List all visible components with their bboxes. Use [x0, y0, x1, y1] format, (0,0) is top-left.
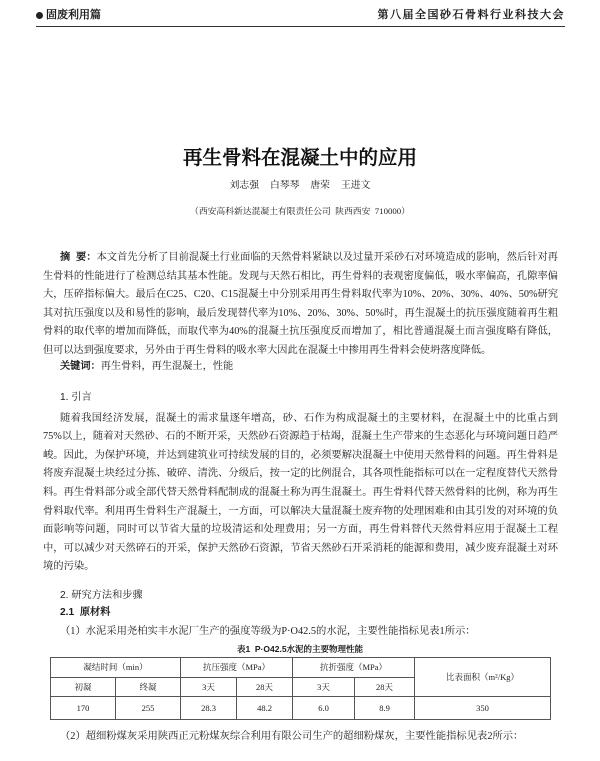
keywords-label: 关键词：: [60, 360, 101, 372]
keywords: [60, 358, 558, 377]
author-name: 刘志强: [229, 180, 259, 191]
header-rule: [36, 26, 565, 27]
paper-title: 再生骨料在混凝土中的应用: [182, 147, 417, 169]
bullet-icon: [36, 12, 43, 19]
cement-properties-table: [50, 657, 551, 720]
table-header-compressive-strength: 抗压强度（MPa）: [181, 658, 293, 678]
affiliation: （西安高科新达混凝土有限责任公司 陕西西安 710000）: [190, 206, 410, 216]
table-header-setting-time: 凝结时间（min）: [51, 658, 181, 678]
table-cell: 350: [415, 697, 551, 720]
abstract-text: 本文首先分析了目前混凝土行业面临的天然骨料紧缺以及过量开采砂石对环境造成的影响，然后针对再生骨料的性能进行了检测总结其基本性能。发现与天然石相比，再生骨料的表观密度偏低，吸水率偏高，孔隙率偏大，压碎指标偏大。最后在C25、C20、C15混凝土中分别采用再生骨料取代率为10%、20%、30%、40%、50%研究其对抗压强度以及和易性的影响，最后发现替代率为10%、20%、30%、50%时，再生混凝土的抗压强度随着再生粗骨料的取代率的增加而降低，而取代率为40%的混凝土抗压强度反而增加了，相比普通混凝土而言强度略有降低，但可以达到强度要求，另外由于再生骨料的吸水率大因此在混凝土中掺用再生骨料会使坍落度降低。: [43, 252, 558, 356]
material-item-fly-ash: （2）超细粉煤灰采用陕西正元粉煤灰综合利用有限公司生产的超细粉煤灰，主要性能指标见表2所示：: [60, 731, 524, 742]
intro-paragraph: 随着我国经济发展，混凝土的需求量逐年增高，砂、石作为构成混凝土的主要材料，在混凝土中的比重占到75%以上，随着对天然砂、石的不断开采，天然砂石资源趋于枯竭，混凝土生产带来的生态恶化与环境问题日趋严峻。因此，为保护环境，并达到建筑业可持续发展的目的，必须要解决混凝土中使用天然骨料的问题。再生骨料是将废弃混凝土块经过分拣、破碎、清洗、分级后，按一定的比例混合，其各项性能指标可以在一定程度替代天然骨料。再生骨料部分或全部代替天然骨料配制成的混凝土称为再生混凝土。再生骨料代替天然骨料的比例，称为再生骨料取代率。利用再生骨料生产混凝土，一方面，可以解决大量混凝土废弃物的处理困难和由其引发的对环境的负面影响等问题，同时可以节省大量的垃圾清运和处理费用；另一方面，再生骨料替代天然骨料应用于混凝土工程中，可以减少对天然碎石的开采，保护天然砂石资源，节省天然砂石开采消耗的能源和费用，减少废弃混凝土对环境的污染。: [43, 412, 558, 573]
table-cell: 28.3: [181, 697, 237, 720]
section-label: 固废利用篇: [46, 9, 101, 21]
section-heading-methods: 2. 研究方法和步骤: [60, 590, 143, 601]
table-cell: 6.0: [293, 697, 355, 720]
material-item-cement: （1）水泥采用尧柏实丰水泥厂生产的强度等级为P·O42.5的水泥，主要性能指标见表1所示：: [60, 626, 476, 637]
table-cell: 255: [116, 697, 181, 720]
running-header-left: [36, 7, 101, 23]
author-name: 唐荣: [310, 180, 330, 191]
table-subheader-cell: 28天: [237, 678, 293, 697]
table-subheader-cell: 终凝: [116, 678, 181, 697]
table-header-row: [51, 658, 551, 678]
table-caption: 表1 P·O42.5水泥的主要物理性能: [236, 644, 364, 654]
author-name: 白琴琴: [270, 180, 300, 191]
subsection-heading-materials: 2.1 原材料: [60, 607, 111, 618]
table-cell: 48.2: [237, 697, 293, 720]
table-subheader-cell: 3天: [293, 678, 355, 697]
table-row: [51, 697, 551, 720]
author-name: 王进文: [340, 180, 371, 191]
keywords-text: 再生骨料，再生混凝土，性能: [100, 360, 234, 372]
table-header-specific-surface-area: 比表面积（m²/Kg）: [415, 658, 551, 697]
table-cell: 170: [51, 697, 116, 720]
abstract-label: 摘 要：: [60, 252, 97, 263]
table-subheader-cell: 28天: [355, 678, 415, 697]
section-heading-introduction: 1. 引言: [60, 392, 92, 403]
author-list: [0, 179, 600, 193]
table-subheader-cell: 初凝: [51, 678, 116, 697]
conference-name: 第八届全国砂石骨料行业科技大会: [377, 9, 565, 21]
table-cell: 8.9: [355, 697, 415, 720]
abstract: [43, 249, 558, 361]
table-header-flexural-strength: 抗折强度（MPa）: [293, 658, 415, 678]
table-subheader-cell: 3天: [181, 678, 237, 697]
